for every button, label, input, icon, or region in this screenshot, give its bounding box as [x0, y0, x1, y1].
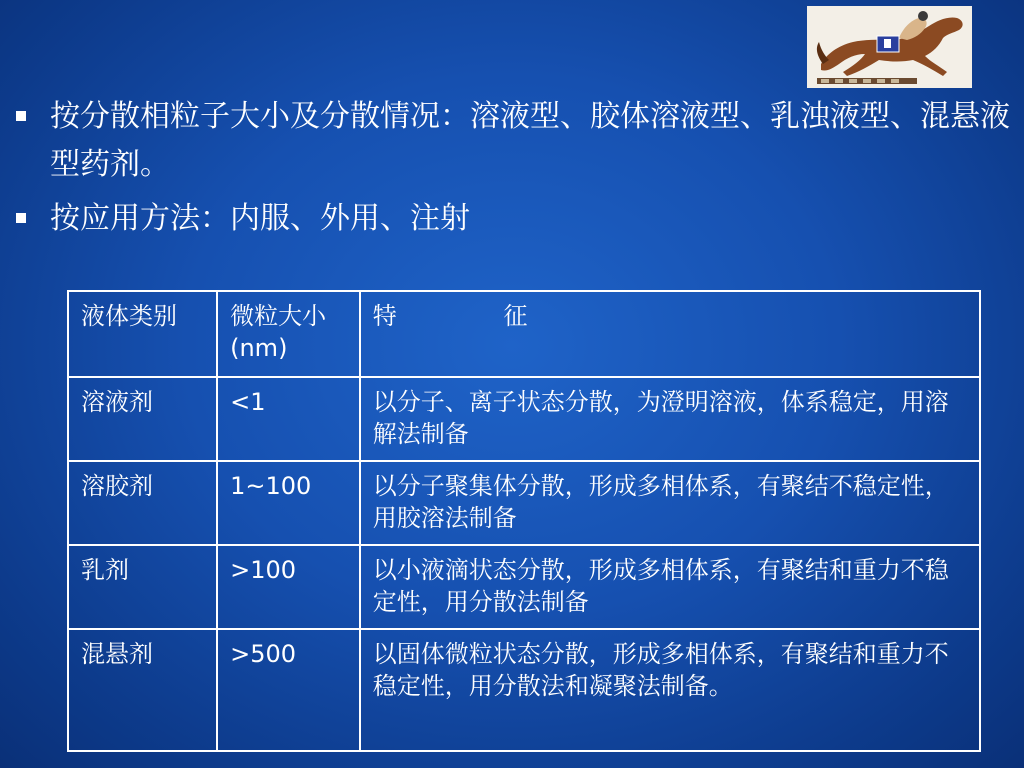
- cell-category: 溶胶剂: [68, 461, 217, 545]
- bullet-text: 按分散相粒子大小及分散情况：溶液型、胶体溶液型、乳浊液型、混悬液型药剂。: [50, 99, 1010, 182]
- square-bullet-icon: [16, 111, 26, 121]
- bullet-item: [14, 93, 1014, 189]
- table-row: [68, 461, 980, 545]
- cell-size: 1~100: [217, 461, 360, 545]
- header-size: [217, 291, 360, 377]
- table-row: [68, 545, 980, 629]
- header-category: [68, 291, 217, 377]
- cell-size: >500: [217, 629, 360, 751]
- table-header-row: [68, 291, 980, 377]
- bullet-item: [14, 195, 1014, 243]
- cell-size: >100: [217, 545, 360, 629]
- header-feature-text: 特 征: [372, 302, 528, 330]
- cell-category: 溶液剂: [68, 377, 217, 461]
- cell-feature: 以小液滴状态分散，形成多相体系，有聚结和重力不稳定性，用分散法制备: [360, 545, 980, 629]
- cell-size: <1: [217, 377, 360, 461]
- horse-racing-logo-icon: [807, 6, 972, 88]
- cell-category: 混悬剂: [68, 629, 217, 751]
- header-feature: [360, 291, 980, 377]
- header-size-text: 微粒大小: [230, 302, 327, 330]
- cell-category: 乳剂: [68, 545, 217, 629]
- header-size-unit: (nm): [230, 334, 288, 362]
- header-category-text: 液体类别: [81, 302, 177, 330]
- cell-feature: 以固体微粒状态分散，形成多相体系，有聚结和重力不稳定性，用分散法和凝聚法制备。: [360, 629, 980, 751]
- cell-feature: 以分子聚集体分散，形成多相体系，有聚结不稳定性，用胶溶法制备: [360, 461, 980, 545]
- cell-feature: 以分子、离子状态分散，为澄明溶液，体系稳定，用溶解法制备: [360, 377, 980, 461]
- table-row: [68, 629, 980, 751]
- liquid-dosage-table: [67, 290, 981, 752]
- bullet-text: 按应用方法：内服、外用、注射: [50, 201, 470, 236]
- table-row: [68, 377, 980, 461]
- square-bullet-icon: [16, 213, 26, 223]
- bullet-list: [14, 93, 1014, 249]
